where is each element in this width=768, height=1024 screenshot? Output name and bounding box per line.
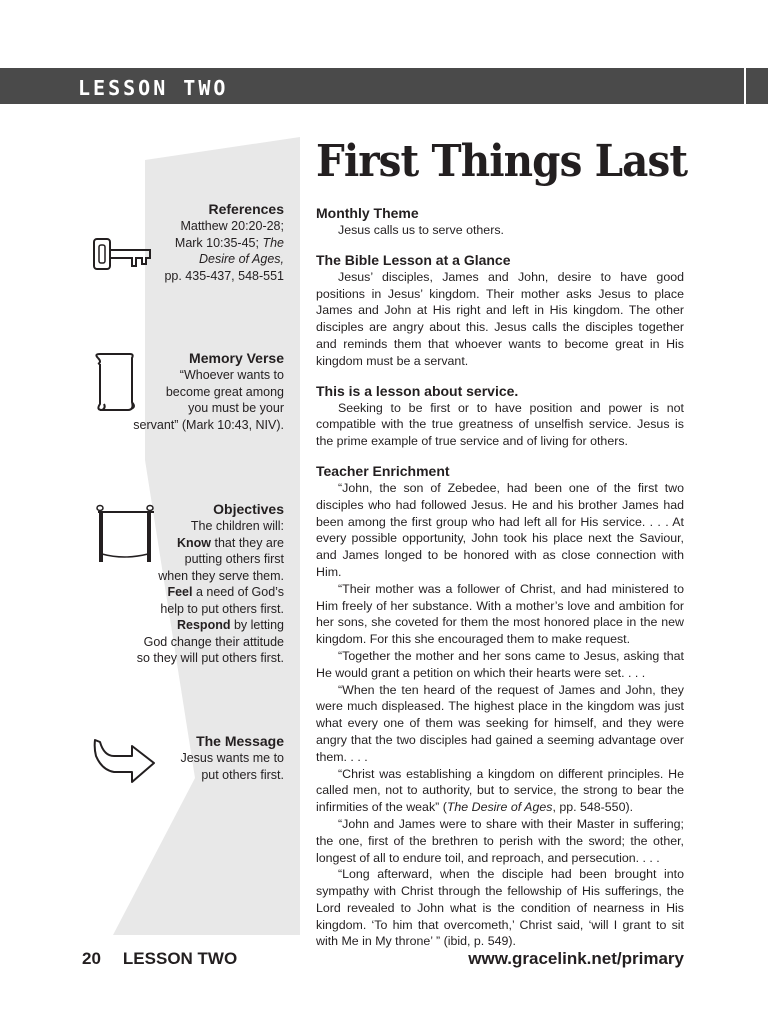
objective-respond-line-2: God change their attitude xyxy=(143,634,284,649)
message-block xyxy=(180,732,284,783)
references-block xyxy=(164,200,284,284)
enrichment-paragraph-7: “Long afterward, when the disciple had been brought into sympathy with Christ through the fellowship of His sufferings, the Lord revealed to John what is the condition of nearness in His kingdom. ‘To him that overcometh,’ Christ said, ‘will I grant to sit with Me in My throne’ ” (ibid, p. 549). xyxy=(316,867,684,949)
memory-verse-line-2: become great among xyxy=(165,384,284,399)
footer-url-link[interactable]: www.gracelink.net/primary xyxy=(468,949,684,968)
message-line-2: put others first. xyxy=(201,767,284,782)
glance-section xyxy=(316,251,684,370)
service-text: Seeking to be first or to have position and power is not compatible with the true greatness of unselfish service. Jesus is the prime example of true service and of living for others. xyxy=(316,400,684,449)
objective-respond-line-3: so they will put others first. xyxy=(136,651,284,665)
enrichment-paragraph-3: “Together the mother and her sons came to Jesus, asking that He would grant a petition on which their hearts were set. . . . xyxy=(316,648,684,680)
memory-verse-heading: Memory Verse xyxy=(189,350,284,366)
footer-lesson-label: LESSON TWO xyxy=(122,949,238,968)
enrichment-paragraph-2: “Their mother was a follower of Christ, and had ministered to Him freely of her substance. With a mother’s love and ambition for her sons, she coveted for them the most honored place in the new kingdom. For this she encouraged them to make request. xyxy=(316,581,684,647)
objective-feel-line-2: help to put others first. xyxy=(160,601,284,616)
references-line-3: Desire of Ages, xyxy=(199,252,284,266)
references-line-4: pp. 435-437, 548-551 xyxy=(164,268,284,283)
monthly-theme-section xyxy=(316,204,684,239)
references-heading: References xyxy=(208,201,284,217)
enrichment-section xyxy=(316,462,684,950)
enrichment-paragraph-4: “When the ten heard of the request of James and John, they were much displeased. The highest place in the kingdom was just what every one of them was seeking for himself, and they were angry that the two disciples had gained a seeming advantage over them. . . . xyxy=(316,682,684,764)
message-line-1: Jesus wants me to xyxy=(180,751,284,765)
memory-verse-block xyxy=(133,349,284,433)
monthly-theme-text: Jesus calls us to serve others. xyxy=(338,223,504,237)
objective-know: Know that they are xyxy=(177,535,284,550)
service-section xyxy=(316,382,684,450)
memory-verse-line-4: servant” (Mark 10:43, NIV). xyxy=(133,417,284,432)
references-line-1: Matthew 20:20-28; xyxy=(180,219,284,233)
glance-text: Jesus’ disciples, James and John, desire to have good positions in Jesus’ kingdom. Their mother asks Jesus to place James and John at His right and left in His kingdom. The other disciples are angry about this. Jesus calls the disciples together and reminds them that whoever wants to become great in His kingdom must be a servant. xyxy=(316,269,684,368)
header-band-notch xyxy=(744,68,746,104)
enrichment-paragraph-1: “John, the son of Zebedee, had been one of the first two disciples who had followed Jesus. He and his brother James had been among the first group who had left all for His service. . . . At every possible opportunity, John took his place next the Saviour, and James longed to be honored with as close connection with Him. xyxy=(316,480,684,579)
memory-verse-line-1: “Whoever wants to xyxy=(179,368,284,382)
citation-title: The Desire of Ages xyxy=(446,800,553,815)
enrichment-heading: Teacher Enrichment xyxy=(316,462,450,479)
main-column xyxy=(316,204,684,962)
monthly-theme-heading: Monthly Theme xyxy=(316,205,419,221)
glance-heading: The Bible Lesson at a Glance xyxy=(316,251,511,268)
objective-know-line-3: when they serve them. xyxy=(158,568,284,583)
objective-feel: Feel a need of God’s xyxy=(167,585,284,599)
service-heading: This is a lesson about service. xyxy=(316,382,519,399)
key-icon xyxy=(92,236,154,272)
page-number: 20 xyxy=(82,949,101,968)
scroll-icon xyxy=(92,352,136,414)
enrichment-paragraph-5: “Christ was establishing a kingdom on different principles. He called men, not to authority, but to service, the strong to bear the infirmities of the weak” (The Desire of Ages, pp. 548-550). xyxy=(316,766,684,815)
references-line-2: Mark 10:35-45; The xyxy=(174,235,284,250)
message-heading: The Message xyxy=(196,733,284,749)
header-lesson-label: LESSON TWO xyxy=(78,76,229,100)
objective-know-line-2: putting others first xyxy=(184,552,284,566)
objectives-intro: The children will: xyxy=(190,519,284,533)
memory-verse-line-3: you must be your xyxy=(188,401,284,415)
footer-left xyxy=(82,949,237,969)
enrichment-paragraph-6: “John and James were to share with their Master in suffering; the one, first of the brethren to perish with the sword; the other, longest of all to endure toil, and reproach, and persecution. . . . xyxy=(316,816,684,865)
objective-respond: Respond by letting xyxy=(177,618,284,632)
page-title: First Things Last xyxy=(316,136,688,187)
objectives-heading: Objectives xyxy=(213,501,284,517)
arrow-icon xyxy=(92,736,158,784)
objectives-block xyxy=(137,500,284,667)
